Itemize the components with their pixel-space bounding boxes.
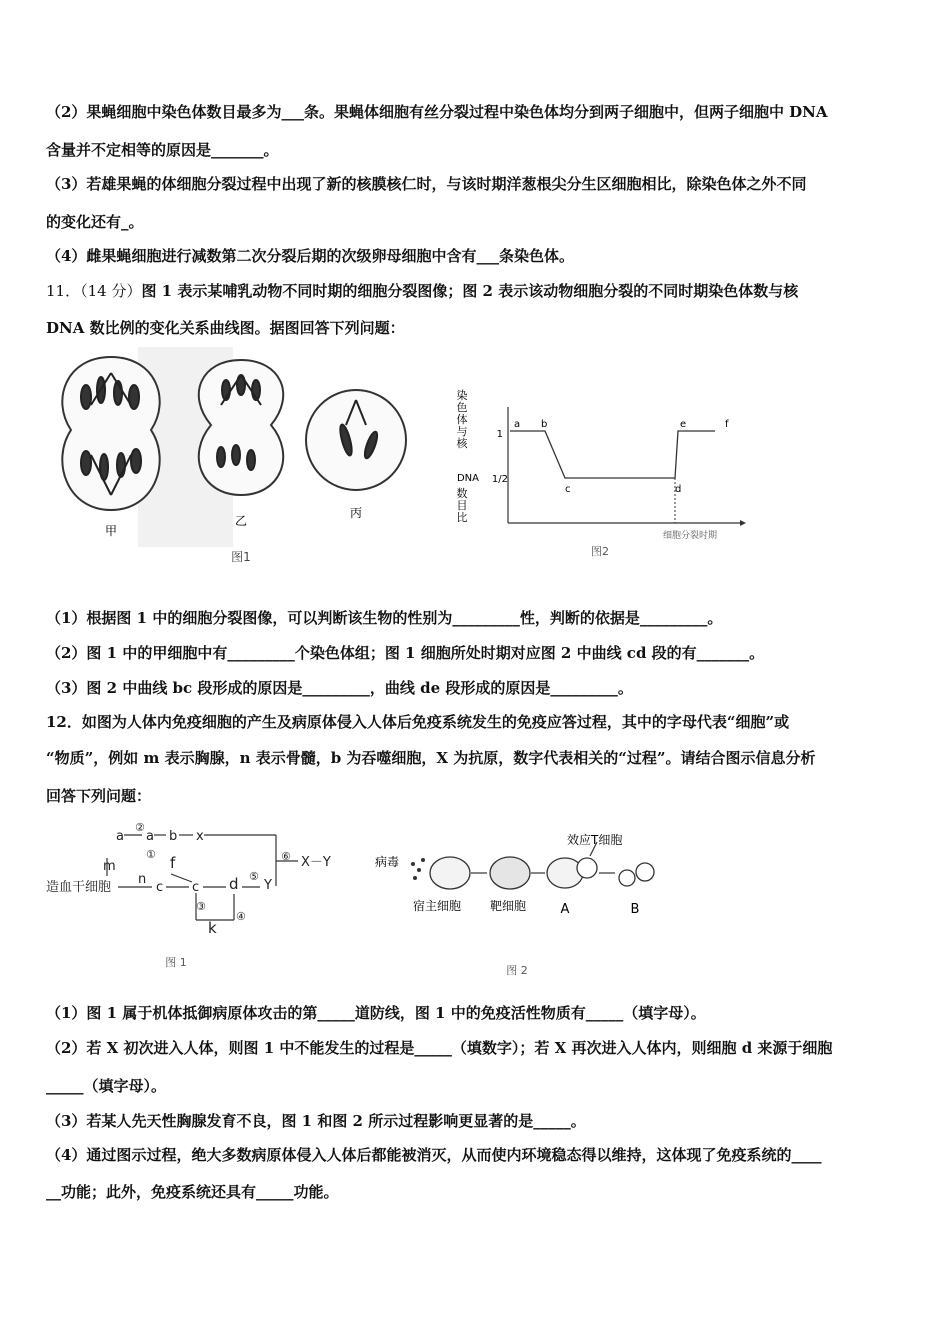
q11-part2: （2）图 1 中的甲细胞中有_________个染色体组；图 1 细胞所处时期对应图 2 中曲线 cd 段的有_______。 [46,644,765,662]
q11-stem-text: 图 1 表示某哺乳动物不同时期的细胞分裂图像；图 2 表示该动物细胞分裂的不同时期染色体数与核 [141,282,799,300]
ylabel-char-5: 核 [456,437,468,450]
label-m: m [103,859,116,874]
host-cell-label: 宿主细胞 [413,899,462,913]
label-bing: 丙 [349,506,363,520]
figure2-caption: 图2 [591,545,609,558]
q12-part2-line2: _____（填字母）。 [46,1077,167,1095]
ylabel-dna: DNA [456,473,480,484]
node-x: x [196,829,204,844]
ylabel-char-6: 数 [456,487,468,500]
point-label-c: c [565,484,571,495]
target-cell-shape [490,857,530,889]
target-cell-label: 靶细胞 [490,899,527,913]
tick-1: 1 [496,429,503,440]
diagram-labels [46,821,331,937]
figure1-caption: 图 1 [165,956,187,969]
q11-number: 11．（14 分） [46,282,142,300]
source-cell: 造血干细胞 [46,880,112,895]
node-a: a [116,829,124,844]
node-XY: X－Y [301,855,331,870]
q12-part1: （1）图 1 属于机体抵御病原体攻击的第_____道防线，图 1 中的免疫活性物质有_____（填字母）。 [46,1004,706,1022]
node-c1: c [156,880,164,895]
cell-B-fragments [619,863,654,886]
figure2-caption: 图 2 [506,964,528,977]
q11-stem-line2: DNA 数比例的变化关系曲线图。据图回答下列问题： [46,319,405,337]
q10-part3-line1: （3）若雄果蝇的体细胞分裂过程中出现了新的核膜核仁时，与该时期洋葱根尖分生区细胞相比，除染色体之外不同 [46,175,807,193]
point-label-d: d [675,484,682,495]
virus-label: 病毒 [375,855,400,869]
q12-stem-line2: “物质”，例如 m 表示胸腺，n 表示骨髓，b 为吞噬细胞，X 为抗原，数字代表相关的“过程”。请结合图示信息分析 [46,749,816,767]
ylabel-char-1: 染 [456,389,468,402]
point-label-a: a [514,419,521,430]
step-6: ⑥ [281,850,291,863]
q12-part2-line1: （2）若 X 初次进入人体，则图 1 中不能发生的过程是_____（填数字）；若 X 再次进入人体内，则细胞 d 来源于细胞 [46,1039,833,1057]
ylabel-char-4: 与 [456,425,468,438]
y-axis-label [457,388,480,524]
q12-part4-line1: （4）通过图示过程，绝大多数病原体侵入人体后都能被消灭，从而使内环境稳态得以维持，这体现了免疫系统的____ [46,1146,822,1164]
q11-part3: （3）图 2 中曲线 bc 段形成的原因是_________，曲线 de 段形成的原因是_________。 [46,679,633,697]
q12-part4-line2: __功能；此外，免疫系统还具有_____功能。 [46,1183,339,1201]
node-a2: a [146,829,154,844]
q12-figure2-tcell-process [375,828,675,978]
q10-part2-line2: 含量并不定相等的原因是_______。 [46,141,279,159]
step-5: ⑤ [249,870,259,883]
ylabel-char-7: 目 [456,499,468,512]
label-jia: 甲 [104,524,118,538]
label-yi: 乙 [234,514,248,528]
q11-part1: （1）根据图 1 中的细胞分裂图像，可以判断该生物的性别为_________性，判断的依据是_________。 [46,609,723,627]
node-c2: c [192,880,200,895]
x-axis-label: 细胞分裂时期 [662,531,718,541]
q11-stem-line1 [46,281,906,301]
q12-stem-line1: 12．如图为人体内免疫细胞的产生及病原体侵入人体后免疫系统发生的免疫应答过程，其中的字母代表“细胞”或 [46,713,790,731]
ylabel-char-8: 比 [456,511,468,524]
step-1: ① [146,848,156,861]
cell-jia [62,357,159,510]
q10-part3-line2: 的变化还有_。 [46,213,144,231]
q12-stem-line3: 回答下列问题： [46,787,152,805]
node-k: k [208,919,217,937]
effector-t-cell-label: 效应T细胞 [567,833,623,847]
step-4: ④ [236,910,246,923]
q12-figure1-immune-diagram [46,818,356,978]
q11-figure1-cell-division [46,345,426,570]
node-f: f [170,854,176,872]
node-d: d [229,875,239,893]
step-2: ② [135,821,145,834]
node-b: b [169,829,178,844]
x-axis-arrow [740,520,746,526]
tick-half: 1/2 [491,474,508,485]
ratio-curve [510,431,715,478]
label-B: B [630,902,640,917]
q11-figure2-chart [450,385,750,565]
cell-bing [306,390,406,490]
q10-part2-line1: （2）果蝇细胞中染色体数目最多为___条。果蝇体细胞有丝分裂过程中染色体均分到两子细胞中，但两子细胞中 DNA [46,103,828,121]
label-A: A [560,902,570,917]
figure1-caption: 图1 [231,550,251,564]
point-label-b: b [541,419,548,430]
label-n: n [138,872,147,887]
effector-t-cell-shape [577,858,597,878]
step-3: ③ [196,900,206,913]
virus-particles [411,858,425,880]
point-label-f: f [725,419,729,430]
q10-part4: （4）雌果蝇细胞进行减数第二次分裂后期的次级卵母细胞中含有___条染色体。 [46,247,574,265]
ylabel-char-2: 色 [456,401,468,414]
host-cell-shape [430,857,470,889]
node-Y: Y [264,878,272,893]
q12-part3: （3）若某人先天性胸腺发育不良，图 1 和图 2 所示过程影响更显著的是_____。 [46,1112,586,1130]
ylabel-char-3: 体 [456,413,468,426]
point-label-e: e [680,419,687,430]
